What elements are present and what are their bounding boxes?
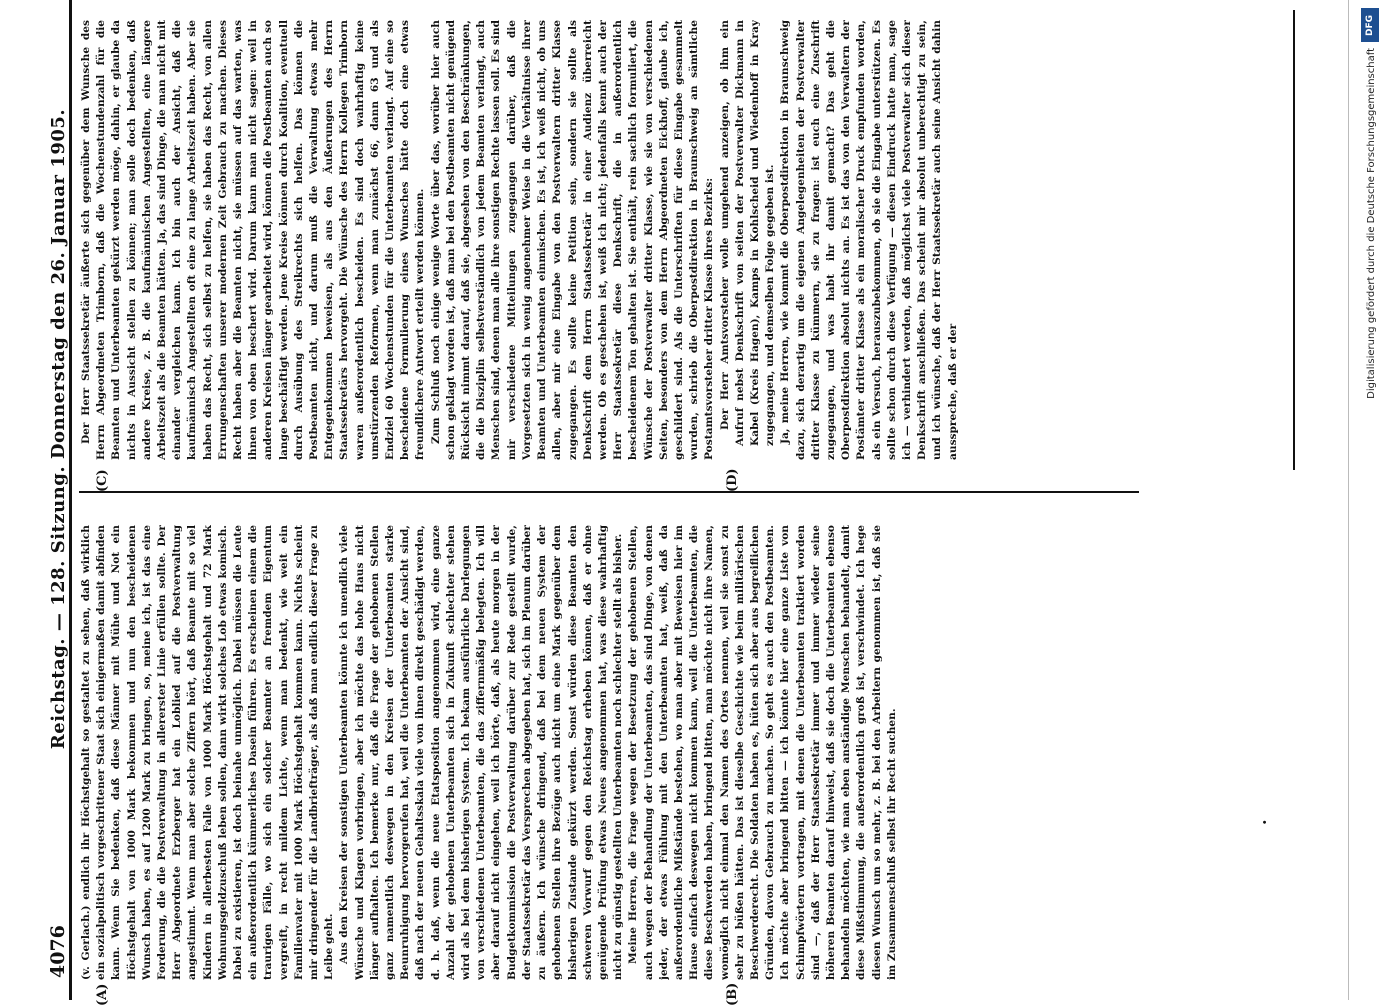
digitization-sidebar <box>1348 0 1383 1000</box>
paragraph: Zum Schluß noch einige wenige Worte über das, worüber hier auch schon geklagt worden ist, daß man bei den Postbeamten nicht genügend Rücksicht nimmt darauf, daß sie, abgesehen von den Beschränkungen, die die Disziplin selbstverständlich von jedem Beamten verlangt, auch Menschen sind, denen man alle ihre sonstigen Rechte lassen soll. Es sind mir verschiedene Mitteilungen zugegangen darüber, daß die Vorgesetzten sich in wenig angenehmer Weise in die Verhältnisse ihrer Beamten und Unterbeamten einmischen. Es ist, ich weiß nicht, ob uns allen, aber mir eine Eingabe von den Postverwaltern dritter Klasse zugegangen. Es sollte keine Petition sein, sondern sie sollte als Denkschrift dem Herrn Staatssekretär in einer Audienz überreicht werden. Ob es geschehen ist, weiß ich nicht; jedenfalls kennt auch der Herr Staatssekretär diese Denkschrift, die in außerordentlich bescheidenem Ton gehalten ist. Sie enthält, rein sachlich formuliert, die Wünsche der Postverwalter dritter Klasse, wie sie von verschiedenen Seiten, besonders von dem Herrn Abgeordneten Eickhoff, glaube ich, geschildert sind. Als die Unterschriften für diese Eingabe gesammelt wurden, schrieb die Oberpostdirektion in Braunschweig an sämtliche Postamtsvorsteher dritter Klasse ihres Bezirks: <box>429 20 716 460</box>
dfg-logo: DFG <box>1361 8 1379 42</box>
paragraph: (v. Gerlach.) endlich ihr Höchstgehalt so gestaltet zu sehen, daß wirklich ein sozialpolitisch vorgeschrittener Staat sich einigermaßen damit abfinden kann. Wenn Sie bedenken, daß diese Männer mit Mühe und Not ein Höchstgehalt von 1000 Mark bekommen und nun den bescheidenen Wunsch haben, es auf 1200 Mark zu bringen, so, meine ich, ist das eine Forderung, die die Postverwaltung in allererster Linie erfüllen sollte. Der Herr Abgeordnete Erzberger hat ein Loblied auf die Postverwaltung angestimmt. Wenn man aber solche Ziffern hört, daß Beamte mit so viel Kindern in allerbesten Falle von 1000 Mark Höchstgehalt und 72 Mark Wohnungsgeldzuschuß leben sollen, dann wirkt solches Lob etwas komisch. Dabei zu existieren, ist doch beinahe unmöglich. Dabei müssen die Leute ein außerordentlich kümmerliches Dasein führen. Es erscheinen einem die traurigen Fälle, wo sich ein solcher Beamter an fremdem Eigentum vergreift, in recht mildem Lichte, wenn man bedenkt, wie weit ein Familienvater mit 1000 Mark Höchstgehalt kommen kann. Nichts scheint mir dringender für die Landbriefträger, als daß man endlich dieser Frage zu Leibe geht. <box>80 525 336 980</box>
margin-marker-b: (B) <box>725 982 740 1006</box>
column-end-rule <box>1293 10 1295 470</box>
paragraph: Ja, meine Herren, wie kommt die Oberpostdirektion in Braunschweig dazu, sich derartig um die eigenen Angelegenheiten der Postverwalter dritter Klasse zu kümmern, sie zu fragen: ist euch eine Zuschrift zugegangen, und was habt ihr damit gemacht? Das geht die Oberpostdirektion absolut nichts an. Es ist das von den Verwaltern der Postämter dritter Klasse als ein moralischer Druck empfunden worden, als ein Versuch, herauszubekommen, ob sie die Eingabe unterstützen. Es sollte schon durch diese Verfügung — diesen Eindruck hatte man, sage ich — verhindert werden, daß möglichst viele Postverwalter sich dieser Denkschrift anschließen. Das scheint mir absolut unberechtigt zu sein, und ich wünsche, daß der Herr Staatssekretär auch seine Ansicht dahin ausspreche, daß er der <box>779 20 959 460</box>
running-head <box>35 0 72 1000</box>
document-page <box>35 0 1345 1006</box>
left-column <box>79 525 1345 980</box>
page-title: Reichstag. — 128. Sitzung. Donnerstag den 26. Januar 1905. <box>48 108 69 750</box>
stray-mark: · <box>1255 819 1274 825</box>
paragraph-quote: Der Herr Amtsvorsteher wolle umgehend anzeigen, ob ihm ein Aufruf nebst Denkschrift von seiten der Postverwalter Dickmann in Kabel (Kreis Hagen), Kamps in Kohlscheid und Wiedenhoff in Kray zugegangen, und demselben Folge gegeben ist. <box>718 20 777 446</box>
margin-marker-c: (C) <box>95 469 110 492</box>
margin-marker-a: (A) <box>95 983 110 1006</box>
column-divider <box>79 492 1139 494</box>
right-column <box>79 20 1345 460</box>
paragraph: Der Herr Staatssekretär äußerte sich gegenüber dem Wunsche des Herrn Abgeordneten Trimborn, daß die Wochenstundenzahl für die Beamten und Unterbeamten gekürzt werden möge, dahin, er glaube da nichts in Aussicht stellen zu können; man solle doch bedenken, daß andere Kreise, z. B. die kaufmännischen Angestellten, eine längere Arbeitszeit als die Beamten hätten. Ja, das sind Dinge, die man nicht mit einander vergleichen kann. Ich bin auch der Ansicht, daß die kaufmännisch Angestellten oft eine zu lange Arbeitszeit haben. Aber sie haben das Recht, sich selbst zu helfen, sie haben das Recht, von allen Errungenschaften unserer modernen Zeit Gebrauch zu machen. Dieses Recht haben aber die Beamten nicht, sie müssen auf das warten, was ihnen von oben beschert wird. Darum kann man nicht sagen: weil in anderen Kreisen länger gearbeitet wird, können die Postbeamten auch so lange beschäftigt werden. Jene Kreise können durch Koalition, eventuell durch Ausübung des Streikrechts sich helfen. Das können die Postbeamten nicht, und darum muß die Verwaltung etwas mehr Entgegenkommen beweisen, als aus den Äußerungen des Herrn Staatssekretärs hervorgeht. Die Wünsche des Herrn Kollegen Trimborn waren außerordentlich bescheiden. Es sind doch wahrhaftig keine umstürzenden Reformen, wenn man zunächst 66, dann 63 und als Endziel 60 Wochenstunden für die Unterbeamten verlangt. Auf eine so bescheidene Formulierung eines Wunsches hätte doch eine etwas freundlichere Antwort erteilt werden können. <box>80 20 427 460</box>
page-number: 4076 <box>47 925 69 978</box>
digitization-credit: Digitalisierung gefördert durch die Deutsche Forschungsgemeinschaft <box>1366 48 1377 399</box>
paragraph: Aus den Kreisen der sonstigen Unterbeamten könnte ich unendlich viele Wünsche und Klagen vorbringen, aber ich möchte das hohe Haus nicht länger aufhalten. Ich bemerke nur, daß die Frage der gehobenen Stellen ganz namentlich deswegen in den Kreisen der Unterbeamten starke Beunruhigung hervorgerufen hat, weil die Unterbeamten der Ansicht sind, daß nach der neuen Gehaltsskala viele von ihnen direkt geschädigt werden, d. h. daß, wenn die neue Etatsposition angenommen wird, eine ganze Anzahl der gehobenen Unterbeamten sich in Zukunft schlechter stehen wird als bei dem bisherigen System. Ich bekam ausführliche Darlegungen von verschiedenen Unterbeamten, die das ziffernmäßig belegten. Ich will aber darauf nicht eingehen, weil ich hörte, daß, als heute morgen in der Budgetkommission die Postverwaltung darüber zur Rede gestellt wurde, der Staatssekretär das Versprechen abgegeben hat, sich im Plenum darüber zu äußern. Ich wünsche dringend, daß bei dem neuen System der gehobenen Stellen ihre Bezüge auch nicht um eine Mark gegenüber dem bisherigen Zustande gekürzt werden. Sonst würden diese Beamten den schweren Vorwurf gegen den Reichstag erheben können, daß er ohne genügende Prüfung etwas Neues angenommen hat, was diese wahrhaftig nicht zu günstig gestellten Unterbeamten noch schlechter stellt als bisher. <box>338 525 625 980</box>
paragraph: Meine Herren, die Frage wegen der Besetzung der gehobenen Stellen, auch wegen der Behandlung der Unterbeamten, das sind Dinge, von denen jeder, der etwas Fühlung mit den Unterbeamten hat, weiß, daß da außerordentliche Mißstände bestehen, wo man aber mit Beweisen hier im Hause einfach deswegen nicht kommen kann, weil die Unterbeamten, die diese Beschwerden haben, bringend bitten, man möchte nicht ihre Namen, womöglich nicht einmal den Namen des Ortes nennen, weil sie sonst zu sehr zu büßen hätten. Das ist dieselbe Geschichte wie beim militärischen Beschwerderecht. Die Soldaten haben es, hüten sich aber aus begreiflichen Gründen, davon Gebrauch zu machen. So geht es auch den Postbeamten. Ich möchte aber bringend bitten — ich könnte hier eine ganze Liste von Schimpfwörtern vortragen, mit denen die Unterbeamten traktiert worden sind —, daß der Herr Staatssekretär immer und immer wieder seine höheren Beamten darauf hinweist, daß sie doch die Unterbeamten ebenso behandeln möchten, wie man eben anständige Menschen behandelt, damit diese Mißstimmung, die außerordentlich groß ist, verschwindet. Ich hege diesen Wunsch um so mehr, z. B. bei den Arbeitern genommen ist, daß sie im Zusammenschluß selbst ihr Recht suchen. <box>627 525 898 980</box>
margin-marker-d: (D) <box>725 468 740 492</box>
